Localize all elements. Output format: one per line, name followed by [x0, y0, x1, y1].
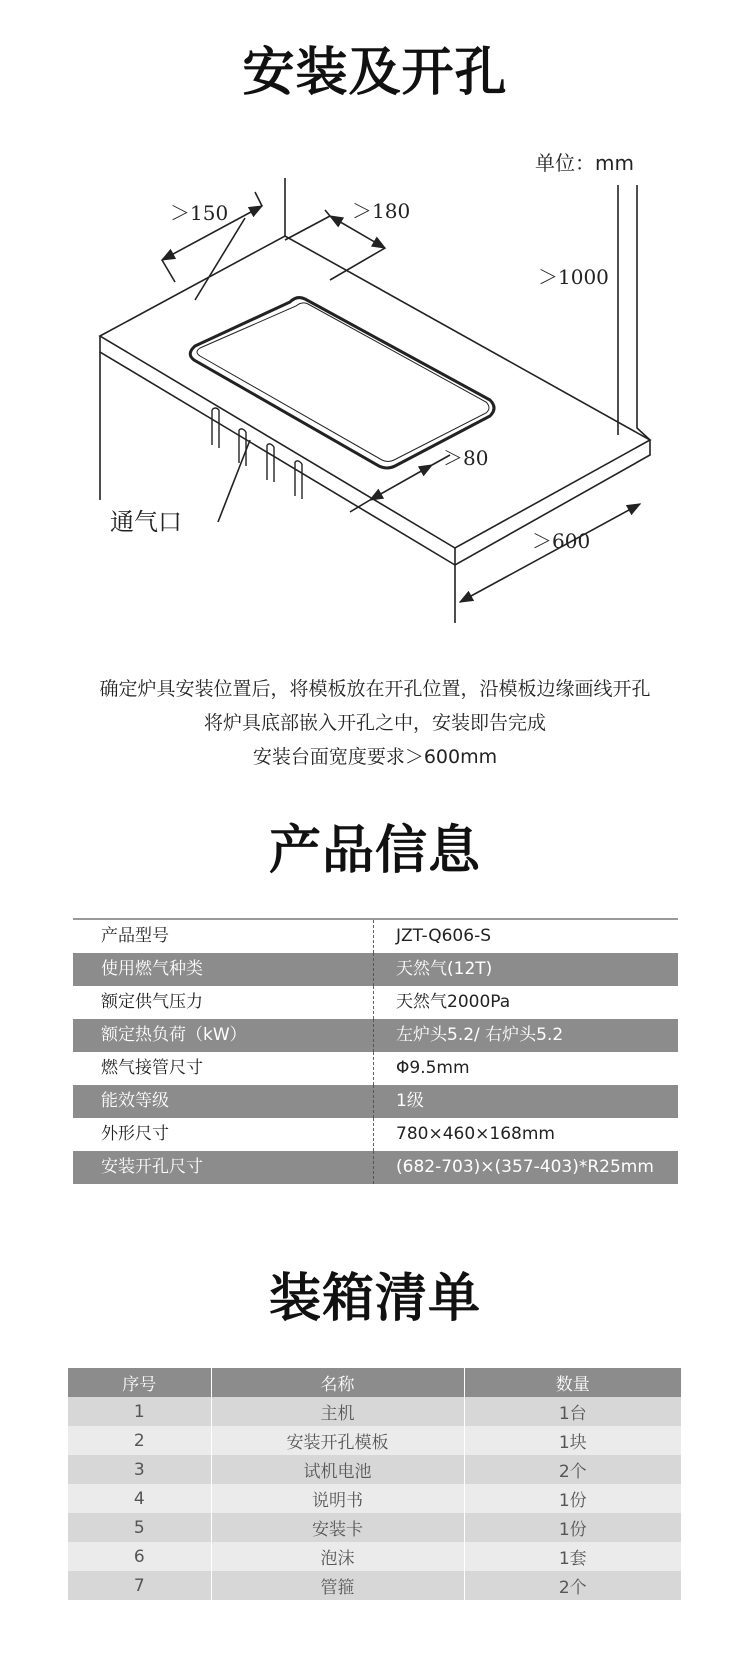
- info-value: 780×460×168mm: [373, 1118, 678, 1151]
- dim-1000-label: ＞1000: [538, 265, 609, 289]
- info-key: 额定供气压力: [101, 992, 203, 1012]
- product-info-table: [73, 918, 678, 1184]
- header-quantity: 数量: [555, 1375, 590, 1395]
- info-row: [73, 1118, 678, 1151]
- cell-name: 主机: [211, 1397, 464, 1426]
- cell-index: 3: [68, 1455, 211, 1484]
- cell-quantity: 2个: [558, 1578, 587, 1598]
- info-key: 能效等级: [101, 1091, 169, 1111]
- info-row: [73, 986, 678, 1019]
- info-row: [73, 1085, 678, 1118]
- description-line: 确定炉具安装位置后，将模板放在开孔位置，沿模板边缘画线开孔: [99, 678, 651, 700]
- table-row: [68, 1397, 681, 1426]
- cell-name: 安装开孔模板: [211, 1426, 464, 1455]
- table-row: [68, 1542, 681, 1571]
- dim-150-label: ＞150: [170, 201, 229, 225]
- info-row: [73, 1052, 678, 1085]
- info-key: 外形尺寸: [101, 1124, 169, 1144]
- cell-index: 7: [68, 1571, 211, 1600]
- cell-name: 管箍: [211, 1571, 464, 1600]
- cell-quantity: 1套: [558, 1549, 587, 1569]
- table-row: [68, 1455, 681, 1484]
- info-key: 使用燃气种类: [101, 959, 203, 979]
- description-line: 安装台面宽度要求＞600mm: [252, 746, 498, 768]
- side-wall: [618, 185, 650, 440]
- table-header-row: [68, 1368, 681, 1397]
- cell-quantity: 1份: [558, 1491, 587, 1511]
- info-row: [73, 1151, 678, 1184]
- info-key: 燃气接管尺寸: [101, 1058, 203, 1078]
- cell-quantity: 1台: [558, 1404, 587, 1424]
- cell-name: 泡沫: [211, 1542, 464, 1571]
- info-value: (682-703)×(357-403)*R25mm: [373, 1151, 678, 1184]
- cell-name: 试机电池: [211, 1455, 464, 1484]
- vent-label: 通气口: [110, 508, 182, 536]
- cell-index: 1: [68, 1397, 211, 1426]
- info-value: JZT-Q606-S: [373, 920, 678, 953]
- cell-quantity: 1块: [558, 1433, 587, 1453]
- packing-list-table: [68, 1368, 681, 1600]
- installation-diagram: [0, 140, 750, 640]
- table-row: [68, 1513, 681, 1542]
- dim-180-label: ＞180: [352, 199, 411, 223]
- cell-quantity: 1份: [558, 1520, 587, 1540]
- description-line: 将炉具底部嵌入开孔之中，安装即告完成: [203, 712, 546, 734]
- cell-index: 6: [68, 1542, 211, 1571]
- product-info-title: 产品信息: [268, 821, 481, 881]
- info-value: 1级: [373, 1085, 678, 1118]
- info-value: 天然气2000Pa: [373, 986, 678, 1019]
- table-row: [68, 1426, 681, 1455]
- info-row: [73, 1019, 678, 1052]
- cell-name: 说明书: [211, 1484, 464, 1513]
- info-key: 额定热负荷（kW）: [101, 1025, 247, 1045]
- info-row: [73, 953, 678, 986]
- dim-600-label: ＞600: [532, 529, 591, 553]
- header-index: 序号: [68, 1368, 211, 1397]
- table-row: [68, 1484, 681, 1513]
- cell-index: 2: [68, 1426, 211, 1455]
- info-value: 天然气(12T): [373, 953, 678, 986]
- info-key: 安装开孔尺寸: [101, 1157, 203, 1177]
- header-name: 名称: [211, 1368, 464, 1397]
- unit-label: 单位：mm: [535, 151, 634, 175]
- install-title: 安装及开孔: [242, 43, 508, 103]
- packing-list-title: 装箱清单: [268, 1269, 481, 1329]
- info-value: Φ9.5mm: [373, 1052, 678, 1085]
- info-value: 左炉头5.2/ 右炉头5.2: [373, 1019, 678, 1052]
- table-row: [68, 1571, 681, 1600]
- info-row: [73, 920, 678, 953]
- cell-index: 5: [68, 1513, 211, 1542]
- cell-quantity: 2个: [558, 1462, 587, 1482]
- cell-index: 4: [68, 1484, 211, 1513]
- cell-name: 安装卡: [211, 1513, 464, 1542]
- info-key: 产品型号: [101, 926, 169, 946]
- install-description: [0, 672, 750, 774]
- dim-80-label: ＞80: [443, 446, 489, 470]
